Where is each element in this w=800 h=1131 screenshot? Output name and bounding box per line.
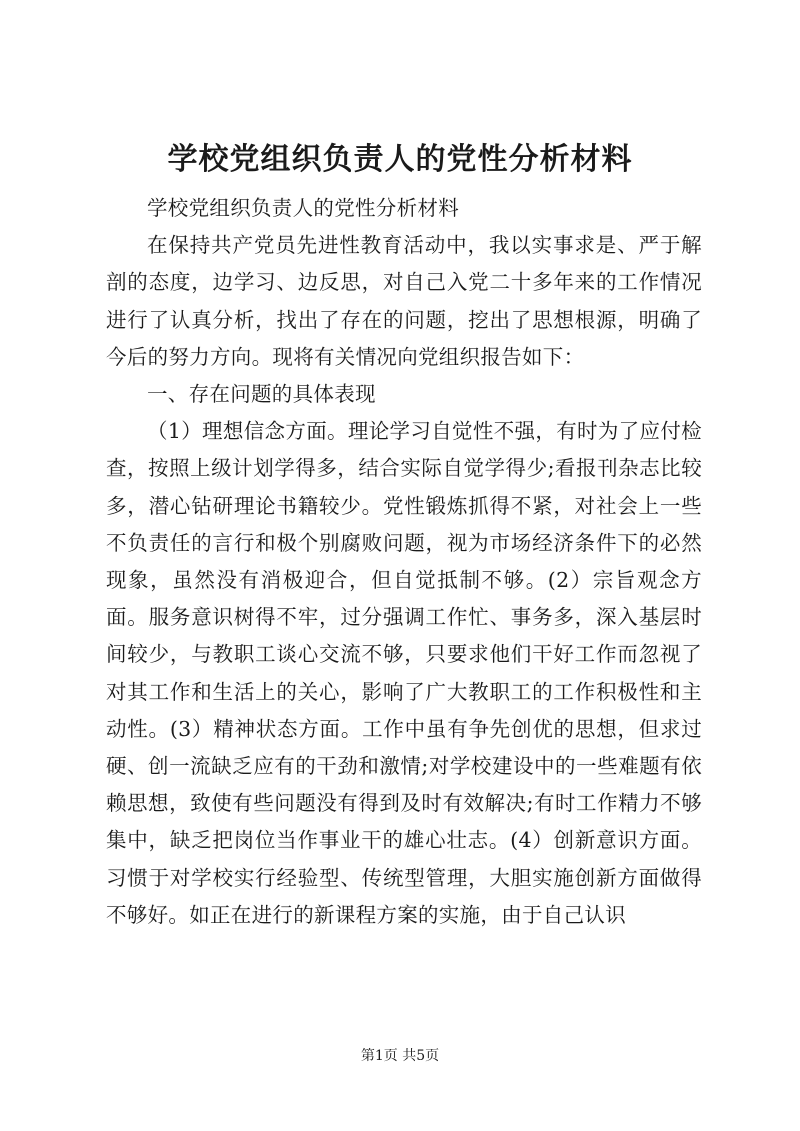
document-body bbox=[106, 190, 702, 934]
page-footer: 第1页 共5页 bbox=[360, 1048, 440, 1064]
subtitle-paragraph: 学校党组织负责人的党性分析材料 bbox=[147, 196, 459, 220]
problems-paragraph: （1）理想信念方面。理论学习自觉性不强，有时为了应付检查，按照上级计划学得多，结合实际自觉学得少;看报刊杂志比较多，潜心钻研理论书籍较少。党性锻炼抓得不紧，对社会上一些不负责任的言行和极个别腐败问题，视为市场经济条件下的必然现象，虽然没有消极迎合，但自觉抵制不够。(2）宗旨观念方面。服务意识树得不牢，过分强调工作忙、事务多，深入基层时间较少，与教职工谈心交流不够，只要求他们干好工作而忽视了对其工作和生活上的关心，影响了广大教职工的工作积极性和主动性。(3）精神状态方面。工作中虽有争先创优的思想，但求过硬、创一流缺乏应有的干劲和激情;对学校建设中的一些难题有依赖思想，致使有些问题没有得到及时有效解决;有时工作精力不够集中，缺乏把岗位当作事业干的雄心壮志。(4）创新意识方面。习惯于对学校实行经验型、传统型管理，大胆实施创新方面做得不够好。如正在进行的新课程方案的实施，由于自己认识 bbox=[106, 419, 702, 927]
page-title: 学校党组织负责人的党性分析材料 bbox=[167, 142, 633, 177]
intro-paragraph: 在保持共产党员先进性教育活动中，我以实事求是、严于解剖的态度，边学习、边反思，对自己入党二十多年来的工作情况进行了认真分析，找出了存在的问题，挖出了思想根源，明确了今后的努力方向。现将有关情况向党组织报告如下： bbox=[106, 233, 702, 369]
section-heading: 一、存在问题的具体表现 bbox=[147, 382, 376, 407]
